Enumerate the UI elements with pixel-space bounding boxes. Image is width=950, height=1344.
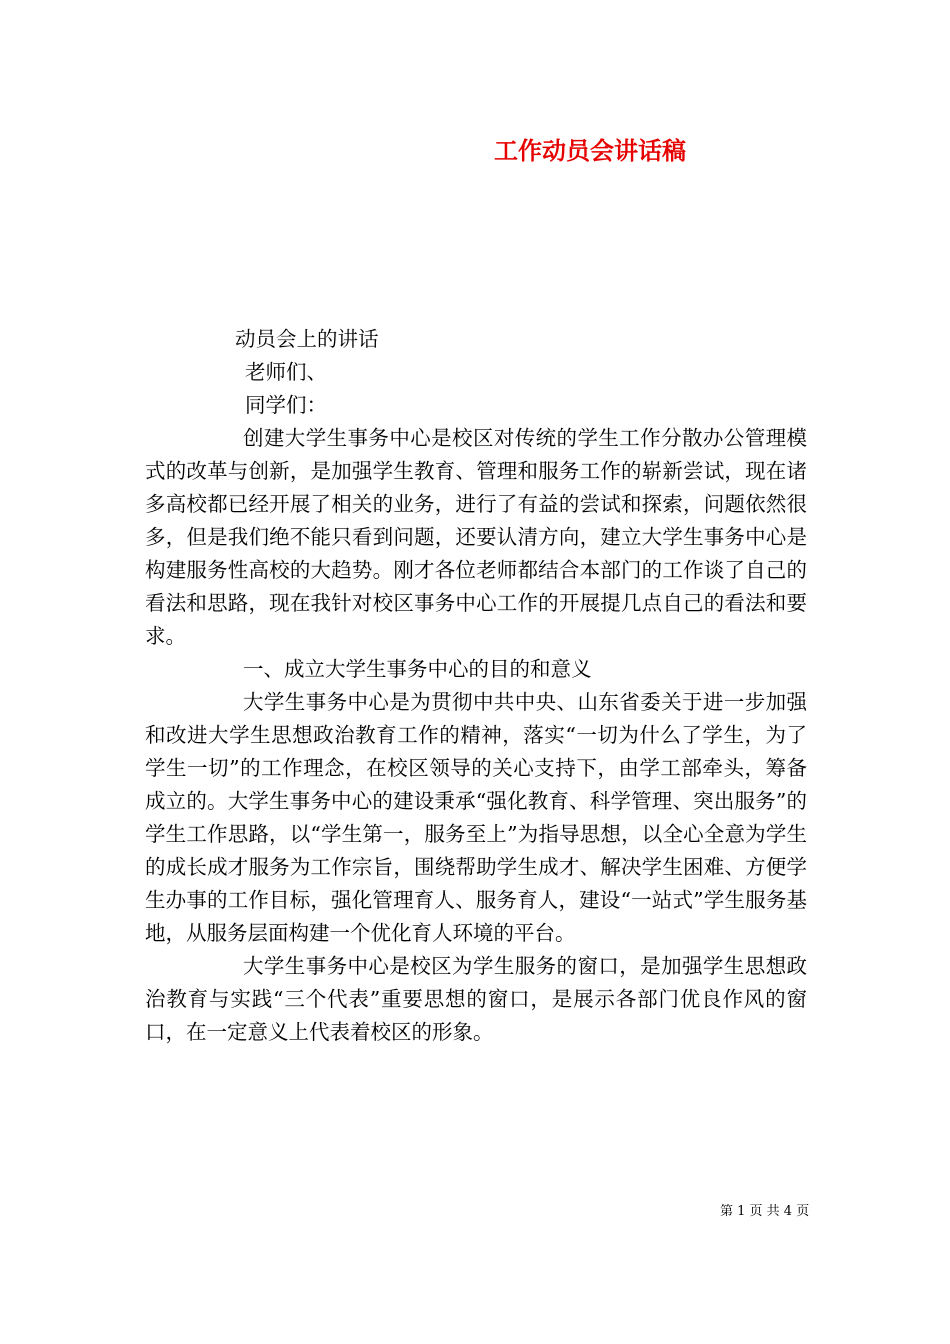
speech-heading: 动员会上的讲话 [235, 327, 379, 351]
document-title: 工作动员会讲话稿 [494, 137, 686, 165]
section-heading-1: 一、成立大学生事务中心的目的和意义 [243, 657, 592, 681]
body-paragraph-purpose: 大学生事务中心是为贯彻中共中央、山东省委关于进一步加强和改进大学生思想政治教育工作的精神，落实“一切为什么了学生，为了学生一切”的工作理念，在校区领导的关心支持下，由学工部牵头，筹备成立的。大学生事务中心的建设秉承“强化教育、科学管理、突出服务”的学生工作思路，以“学生第一，服务至上”为指导思想，以全心全意为学生的成长成才服务为工作宗旨，围绕帮助学生成才、解决学生困难、方便学生办事的工作目标，强化管理育人、服务育人，建设“一站式”学生服务基地，从服务层面构建一个优化育人环境的平台。 [145, 690, 807, 945]
document-body [145, 323, 807, 1049]
salutation-teachers: 老师们、 [245, 360, 327, 384]
body-paragraph-intro: 创建大学生事务中心是校区对传统的学生工作分散办公管理模式的改革与创新，是加强学生教育、管理和服务工作的崭新尝试，现在诸多高校都已经开展了相关的业务，进行了有益的尝试和探索，问题依然很多，但是我们绝不能只看到问题，还要认清方向，建立大学生事务中心是构建服务性高校的大趋势。刚才各位老师都结合本部门的工作谈了自己的看法和思路，现在我针对校区事务中心工作的开展提几点自己的看法和要求。 [145, 426, 807, 648]
body-paragraph-window: 大学生事务中心是校区为学生服务的窗口，是加强学生思想政治教育与实践“三个代表”重要思想的窗口，是展示各部门优良作风的窗口，在一定意义上代表着校区的形象。 [145, 954, 807, 1044]
page-number-footer: 第 1 页 共 4 页 [720, 1204, 810, 1219]
salutation-students: 同学们： [245, 393, 327, 417]
